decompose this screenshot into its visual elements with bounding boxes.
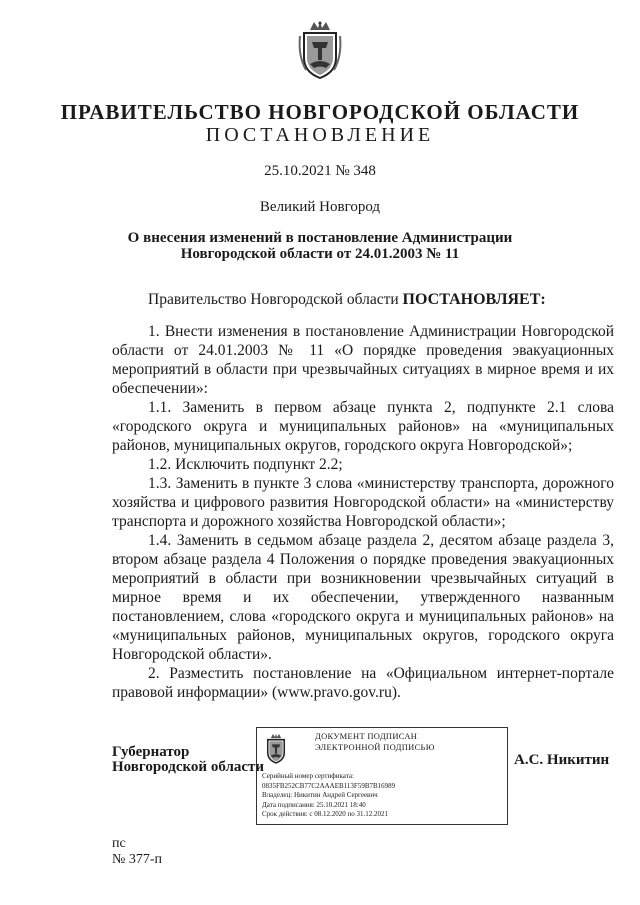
position-line: Губернатор <box>112 744 190 760</box>
stamp-header <box>315 731 435 753</box>
stamp-header-line: ЭЛЕКТРОННОЙ ПОДПИСЬЮ <box>315 742 435 752</box>
coat-of-arms-icon <box>296 20 344 82</box>
subject-line: Новгородской области от 24.01.2003 № 11 <box>180 246 460 262</box>
signer-name: А.С. Никитин <box>514 752 610 768</box>
cert-owner: Владелец: Никитин Андрей Сергеевич <box>262 791 378 799</box>
stamp-details <box>262 772 395 820</box>
footer-note <box>112 836 162 868</box>
place: Великий Новгород <box>259 199 381 215</box>
stamp-header-line: ДОКУМЕНТ ПОДПИСАН <box>315 731 418 741</box>
paragraph: 1.4. Заменить в седьмом абзаце раздела 2, десятом абзаце раздела 3, втором абзаце раздела 4 Положения о порядке проведения эвакуационных мероприятий в области при возникновении чрезвычайных ситуаций в мирное время и их обеспечении, утвержденного названным постановлением, слова «городского округа и муниципальных районов» на «муниципальных районов, муниципальных округов, городского округа Новгородской области». <box>112 532 614 663</box>
paragraph: 1.2. Исключить подпункт 2.2; <box>148 456 343 473</box>
preamble-lead: Правительство Новгородской области <box>148 291 403 308</box>
subject-line: О внесения изменений в постановление Администрации <box>127 230 513 246</box>
paragraph: 2. Разместить постановление на «Официальном интернет-портале правовой информации» (www.pravo.gov.ru). <box>112 665 614 701</box>
cert-validity: Срок действия: с 08.12.2020 по 31.12.2021 <box>262 810 388 818</box>
preamble-decree: ПОСТАНОВЛЯЕТ: <box>402 291 546 308</box>
footer-number: № 377-п <box>112 852 163 867</box>
paragraph: 1.3. Заменить в пункте 3 слова «министерству транспорта, дорожного хозяйства и цифрового развития Новгородской области» на «министерству транспорта и дорожного хозяйства Новгородской области»; <box>112 475 614 530</box>
government-title: ПРАВИТЕЛЬСТВО НОВГОРОДСКОЙ ОБЛАСТИ <box>60 100 580 124</box>
paragraph: 1. Внести изменения в постановление Администрации Новгородской области от 24.01.2003 № 11 «О порядке проведения эвакуационных мероприятий в области при чрезвычайных ситуациях в мирное время и их обеспечении»: <box>112 323 614 397</box>
position-line: Новгородской области <box>112 759 265 775</box>
signed-at: Дата подписания: 25.10.2021 18:40 <box>262 800 366 809</box>
signer-position <box>112 745 264 775</box>
document-type: ПОСТАНОВЛЕНИЕ <box>205 124 435 146</box>
document-subject <box>0 230 640 262</box>
footer-initials: пс <box>112 836 126 851</box>
coat-of-arms-icon <box>263 733 289 765</box>
cert-label: Серийный номер сертификата: <box>262 772 354 780</box>
paragraph: 1.1. Заменить в первом абзаце пункта 2, подпункте 2.1 слова «городского округа и муниципальных районов» на «муниципальных районов, муниципальных округов, городского округа Новгородской»; <box>112 399 614 454</box>
electronic-signature-stamp <box>256 727 508 825</box>
date-and-number: 25.10.2021 № 348 <box>264 163 376 179</box>
decree-items <box>112 322 614 702</box>
cert-serial: 0835FB252CB77C2AAAEB113F59B7B16989 <box>262 781 396 790</box>
preamble <box>112 290 614 309</box>
